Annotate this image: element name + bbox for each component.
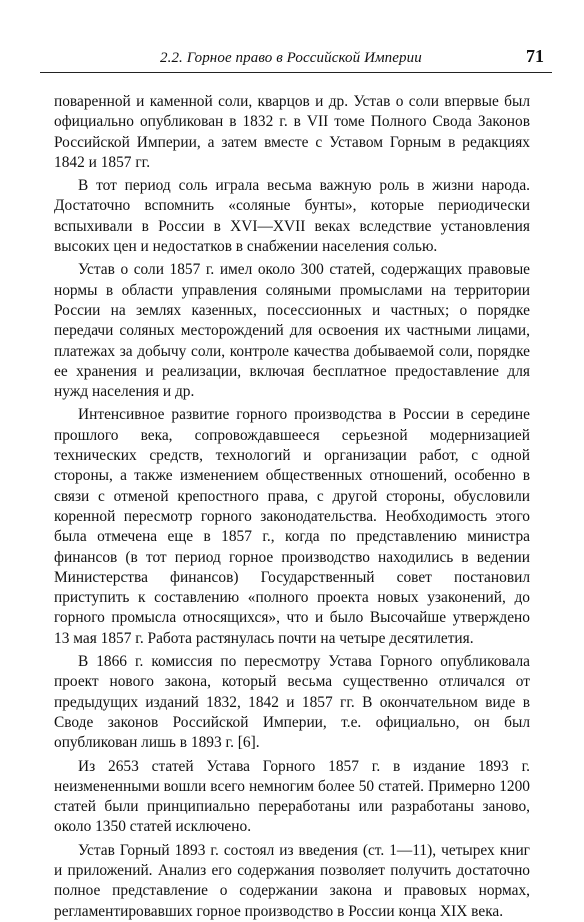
paragraph: Интенсивное развитие горного производства в России в середине прошлого века, сопровождавшееся серьезной модернизацией технических средств, технологий и организации работ, с одной стороны, а также изменением общественных отношений, особенно в связи с отменой крепостного права, с другой стороны, обусловили коренной пересмотр горного законодательства. Необходимость этого была отмечена еще в 1857 г., когда по представлению министра финансов (в тот период горное производство находились в ведении Министерства финансов) Государственный совет постановил приступить к составлению «полного проекта новых узаконений, до горного промысла относящихся», что и было Высочайше утверждено 13 мая 1857 г. Работа растянулась почти на четыре десятилетия. xyxy=(54,406,530,647)
page-number: 71 xyxy=(526,46,544,66)
paragraph: Устав о соли 1857 г. имел около 300 статей, содержащих правовые нормы в области управления соляными промыслами на территории России на землях казенных, посессионных и частных; о порядке передачи соляных месторождений для освоения их частными лицами, платежах за добычу соли, контроле качества добываемой соли, порядке ее хранения и реализации, включая бесплатное предоставление для нужд населения и др. xyxy=(54,261,530,401)
paragraph: Устав Горный 1893 г. состоял из введения (ст. 1—11), четырех книг и приложений. Анализ его содержания позволяет получить достаточно полное представление о содержании закона и правовых нормах, регламентировавших горное производство в России конца XIX века. xyxy=(54,841,530,920)
paragraph: Из 2653 статей Устава Горного 1857 г. в издание 1893 г. неизмененными вошли всего немногим более 50 статей. Примерно 1200 статей были принципиально переработаны или разработаны заново, около 1350 статей исключено. xyxy=(54,757,530,836)
paragraph: поваренной и каменной соли, кварцов и др. Устав о соли впервые был официально опубликован в 1832 г. в VII томе Полного Свода Законов Российской Империи, а затем вместе с Уставом Горным в редакциях 1842 и 1857 гг. xyxy=(54,93,530,171)
running-header xyxy=(40,48,552,73)
running-title: 2.2. Горное право в Российской Империи xyxy=(160,50,422,66)
paragraph: В тот период соль играла весьма важную роль в жизни народа. Достаточно вспомнить «соляные бунты», которые периодически вспыхивали в России в XVI—XVII веках вследствие установления высоких цен и недостатков в снабжении населения солью. xyxy=(54,177,530,256)
paragraph: В 1866 г. комиссия по пересмотру Устава Горного опубликовала проект нового закона, который весьма существенно отличался от предыдущих изданий 1832, 1842 и 1857 гг. В окончательном виде в Своде законов Российской Империи, т.е. официально, он был опубликован лишь в 1893 г. [6]. xyxy=(54,653,530,752)
body-text xyxy=(54,92,530,922)
